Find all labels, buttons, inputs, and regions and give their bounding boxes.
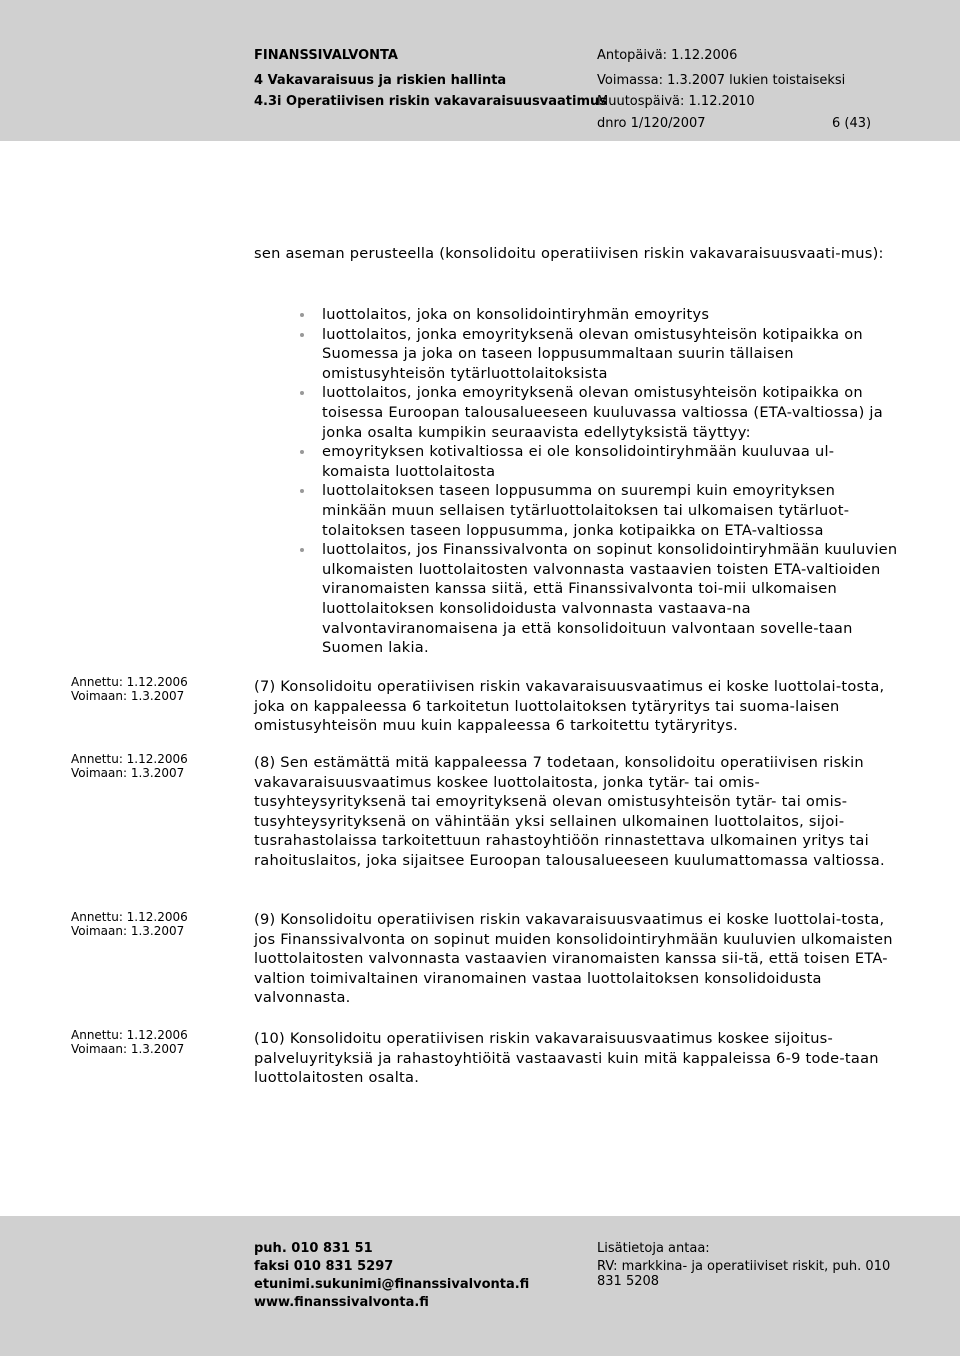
paragraph-8: (8) Sen estämättä mitä kappaleessa 7 todetaan, konsolidoitu operatiivisen riskin vakavaraisuusvaatimus koskee luottolaitosta, jonka tytär- tai omis-tusyhteysyrityksenä tai emoyrityksenä olevan omistusyhteisön tytär- tai omis-tusyhteysyrityksenä on vähintään yksi sellainen ulkomainen luottolaitos, sijoi-tusrahastolaissa tarkoitettuun rahastoyhtiöön rinnastettava ulkomainen yritys tai rahoituslaitos, joka sijaitsee Euroopan talousalueeseen kuulumattomassa valtiossa. xyxy=(254,754,885,869)
header-modified-date: Muutospäivä: 1.12.2010 xyxy=(597,94,755,109)
footer-info-label: Lisätietoja antaa: xyxy=(597,1241,710,1256)
margin-note-issued: Annettu: 1.12.2006 xyxy=(71,1028,188,1042)
margin-note-in-force: Voimaan: 1.3.2007 xyxy=(71,689,185,703)
list-item: luottolaitoksen taseen loppusumma on suurempi kuin emoyrityksen minkään muun sellaisen tytärluottolaitoksen tai ulkomaisen tytärluot-tolaitoksen taseen loppusumma, jonka kotipaikka on ETA-valtiossa xyxy=(300,481,900,540)
page-number: 6 (43) xyxy=(832,116,872,131)
margin-note-in-force: Voimaan: 1.3.2007 xyxy=(71,766,185,780)
footer-info-phone: 831 5208 xyxy=(597,1274,660,1289)
paragraph-10: (10) Konsolidoitu operatiivisen riskin vakavaraisuusvaatimus koskee sijoitus-palveluyrityksiä ja rahastoyhtiöitä vastaavasti kuin mitä kappaleissa 6-9 tode-taan luottolaitosten osalta. xyxy=(254,1030,879,1087)
page-footer xyxy=(0,1216,960,1356)
header-chapter: 4 Vakavaraisuus ja riskien hallinta xyxy=(254,73,507,88)
list-item: luottolaitos, jonka emoyrityksenä olevan omistusyhteisön kotipaikka on toisessa Euroopan talousalueeseen kuuluvassa valtiossa (ETA-valtiossa) ja jonka osalta kumpikin seuraavista edellytyksistä täyttyy: xyxy=(300,383,900,442)
list-item: luottolaitos, jonka emoyrityksenä olevan omistusyhteisön kotipaikka on Suomessa ja joka on taseen loppusummaltaan suurin tällaisen omistusyhteisön tytärluottolaitoksista xyxy=(300,325,900,384)
footer-website: www.finanssivalvonta.fi xyxy=(254,1295,429,1310)
footer-phone: puh. 010 831 51 xyxy=(254,1241,373,1256)
page-header xyxy=(0,0,960,141)
margin-note-issued: Annettu: 1.12.2006 xyxy=(71,910,188,924)
footer-info-contact: RV: markkina- ja operatiiviset riskit, puh. 010 xyxy=(597,1259,891,1274)
margin-note-issued: Annettu: 1.12.2006 xyxy=(71,675,188,689)
footer-fax: faksi 010 831 5297 xyxy=(254,1259,394,1274)
header-dnro: dnro 1/120/2007 xyxy=(597,116,706,131)
bullet-list xyxy=(300,305,900,658)
intro-text: sen aseman perusteella (konsolidoitu operatiivisen riskin vakavaraisuusvaati-mus): xyxy=(254,245,884,262)
margin-note-issued: Annettu: 1.12.2006 xyxy=(71,752,188,766)
paragraph-9: (9) Konsolidoitu operatiivisen riskin vakavaraisuusvaatimus ei koske luottolai-tosta, jos Finanssivalvonta on sopinut muiden konsolidointiryhmään kuuluvien ulkomaisten luottolaitosten valvonnasta vastaavien viranomaisten kanssa sii-tä, että toisen ETA-valtion toimivaltainen viranomainen vastaa luottolaitoksen konsolidoidusta valvonnasta. xyxy=(254,911,893,1007)
header-org: FINANSSIVALVONTA xyxy=(254,48,398,63)
header-valid-from: Voimassa: 1.3.2007 lukien toistaiseksi xyxy=(597,73,846,88)
list-item: emoyrityksen kotivaltiossa ei ole konsolidointiryhmään kuuluvaa ul-komaista luottolaitosta xyxy=(300,442,900,481)
footer-email: etunimi.sukunimi@finanssivalvonta.fi xyxy=(254,1277,530,1292)
margin-note-in-force: Voimaan: 1.3.2007 xyxy=(71,1042,185,1056)
list-item: luottolaitos, jos Finanssivalvonta on sopinut konsolidointiryhmään kuuluvien ulkomaisten luottolaitosten valvonnasta vastaavien toisten ETA-valtioiden viranomaisten kanssa siitä, että Finanssivalvonta toi-mii ulkomaisen luottolaitoksen konsolidoidusta valvonnasta vastaava-na valvontaviranomaisena ja että konsolidoituun valvontaan sovelle-taan Suomen lakia. xyxy=(300,540,900,658)
header-issue-date: Antopäivä: 1.12.2006 xyxy=(597,48,738,63)
paragraph-7: (7) Konsolidoitu operatiivisen riskin vakavaraisuusvaatimus ei koske luottolai-tosta, joka on kappaleessa 6 tarkoitetun luottolaitoksen tytäryritys tai suoma-laisen omistusyhteisön muu kuin kappaleessa 6 tarkoitettu tytäryritys. xyxy=(254,678,885,735)
header-section: 4.3i Operatiivisen riskin vakavaraisuusvaatimus xyxy=(254,94,608,109)
list-item: luottolaitos, joka on konsolidointiryhmän emoyritys xyxy=(300,305,900,325)
margin-note-in-force: Voimaan: 1.3.2007 xyxy=(71,924,185,938)
